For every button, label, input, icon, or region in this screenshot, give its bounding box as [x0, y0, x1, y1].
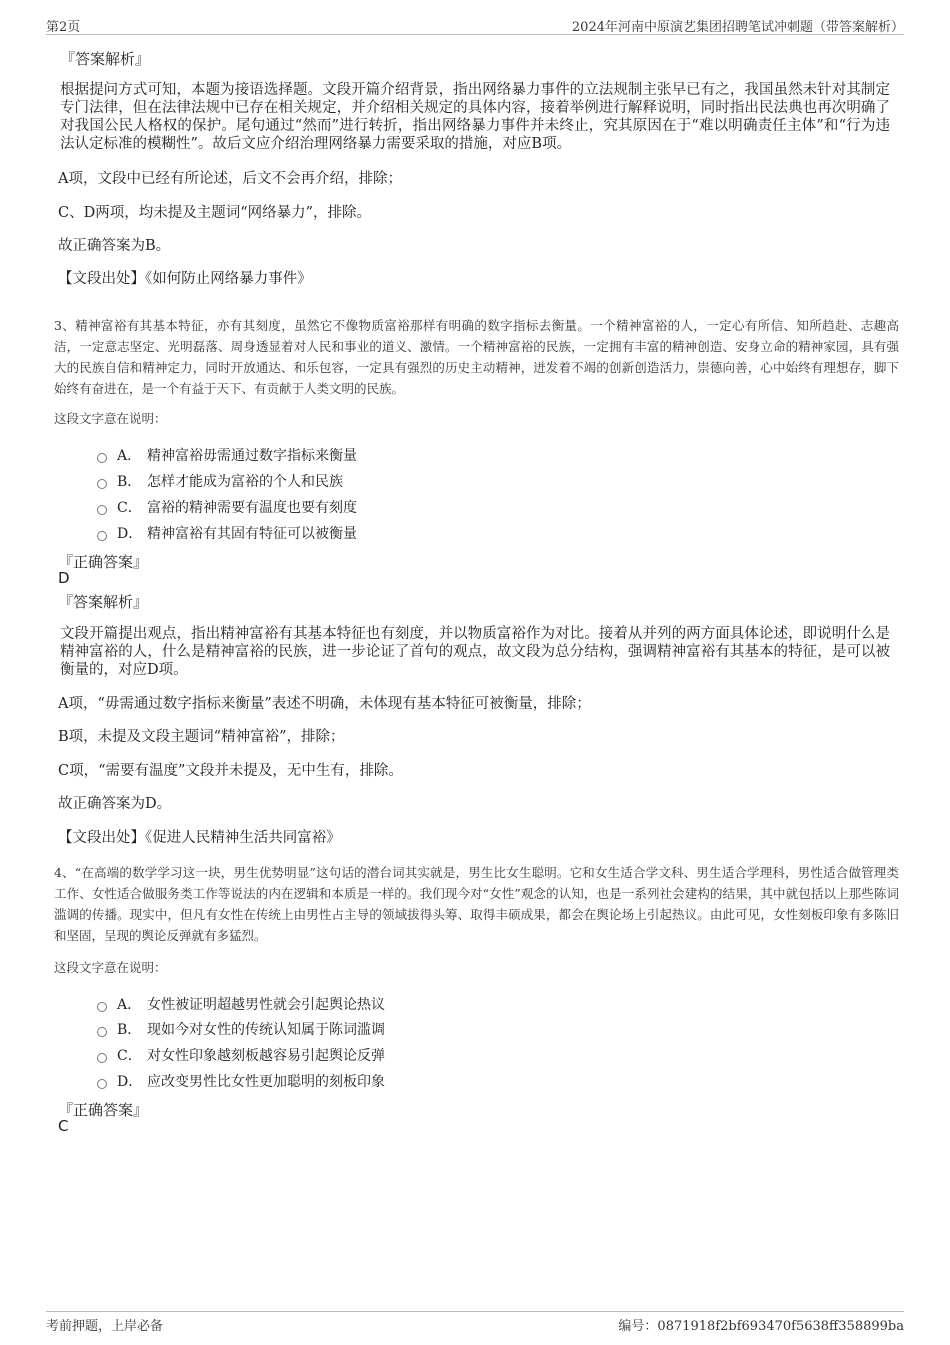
q3-note-a: A项，“毋需通过数字指标来衡量”表述不明确，未体现有基本特征可被衡量，排除； [58, 696, 591, 712]
option-letter: B． [117, 1022, 142, 1038]
footer-slogan: 考前押题，上岸必备 [46, 1319, 164, 1334]
q3-option-a[interactable] [97, 445, 357, 465]
q2-note-cd: C、D两项，均未提及主题词“网络暴力”，排除。 [58, 205, 372, 221]
option-text: 精神富裕有其固有特征可以被衡量 [147, 526, 357, 542]
option-text: 富裕的精神需要有温度也要有刻度 [147, 500, 357, 516]
q3-analysis: 文段开篇提出观点，指出精神富裕有其基本特征也有刻度，并以物质富裕作为对比。接着从并列的两方面具体论述，即说明什么是精神富裕的人，什么是精神富裕的民族，进一步论证了首句的观点，故文段为总分结构，强调精神富裕有其基本的特征，是可以被衡量的，对应D项。 [60, 626, 890, 678]
q3-note-c: C项，“需要有温度”文段并未提及，无中生有，排除。 [58, 763, 403, 779]
q4-option-b[interactable] [97, 1019, 385, 1039]
q3-option-c[interactable] [97, 497, 357, 517]
radio-icon[interactable] [97, 1002, 107, 1012]
radio-icon[interactable] [97, 1079, 107, 1089]
q3-conclusion: 故正确答案为D。 [58, 796, 172, 812]
q3-note-b: B项，未提及文段主题词“精神富裕”，排除； [58, 729, 345, 745]
q2-analysis-label: 『答案解析』 [60, 50, 151, 68]
option-letter: A． [117, 448, 142, 464]
radio-icon[interactable] [97, 505, 107, 515]
q4-option-c[interactable] [97, 1045, 385, 1065]
q3-prompt: 这段文字意在说明： [54, 411, 167, 426]
q2-source: 【文段出处】《如何防止网络暴力事件》 [58, 271, 312, 287]
option-letter: A． [117, 997, 142, 1013]
q3-answer-label: 『正确答案』 [58, 553, 149, 571]
q4-question: 4、“在高端的数学学习这一块，男生优势明显”这句话的潜台词其实就是，男生比女生聪明。它和女生适合学文科、男生适合学理科，男性适合做管理类工作、女性适合做服务类工作等说法的内在逻辑和本质是一样的。我们现今对“女性”观念的认知，也是一系列社会建构的结果，其中就包括以上那些陈词滥调的传播。现实中，但凡有女性在传统上由男性占主导的领域拔得头筹、取得丰硕成果，都会在舆论场上引起热议。由此可见，女性刻板印象有多陈旧和坚固，呈现的舆论反弹就有多猛烈。 [54, 865, 899, 943]
option-text: 应改变男性比女性更加聪明的刻板印象 [147, 1074, 385, 1090]
option-text: 对女性印象越刻板越容易引起舆论反弹 [147, 1048, 385, 1064]
option-text: 精神富裕毋需通过数字指标来衡量 [147, 448, 357, 464]
page-number: 第2页 [46, 20, 81, 35]
option-letter: C． [117, 500, 142, 516]
q4-prompt: 这段文字意在说明： [54, 960, 167, 975]
q3-option-d[interactable] [97, 523, 357, 543]
radio-icon[interactable] [97, 1053, 107, 1063]
q3-source: 【文段出处】《促进人民精神生活共同富裕》 [58, 830, 341, 846]
q4-answer-label: 『正确答案』 [58, 1101, 149, 1119]
option-letter: C． [117, 1048, 142, 1064]
q2-analysis: 根据提问方式可知，本题为接语选择题。文段开篇介绍背景，指出网络暴力事件的立法规制主张早已有之，我国虽然未针对其制定专门法律，但在法律法规中已存在相关规定，并介绍相关规定的具体内容，接着举例进行解释说明，同时指出民法典也再次明确了对我国公民人格权的保护。尾句通过“然而”进行转折，指出网络暴力事件并未终止，究其原因在于“难以明确责任主体”和“行为违法认定标准的模糊性”。故后文应介绍治理网络暴力需要采取的措施，对应B项。 [60, 82, 890, 152]
page-header [46, 14, 904, 35]
q2-conclusion: 故正确答案为B。 [58, 238, 171, 254]
q3-analysis-label: 『答案解析』 [58, 593, 149, 611]
radio-icon[interactable] [97, 479, 107, 489]
radio-icon[interactable] [97, 531, 107, 541]
q3-answer: D [58, 569, 70, 587]
radio-icon[interactable] [97, 453, 107, 463]
option-letter: D． [117, 526, 143, 542]
q4-answer: C [58, 1117, 69, 1135]
option-text: 怎样才能成为富裕的个人和民族 [147, 474, 343, 490]
q4-option-d[interactable] [97, 1071, 385, 1091]
option-letter: D． [117, 1074, 143, 1090]
option-text: 现如今对女性的传统认知属于陈词滥调 [147, 1022, 385, 1038]
q2-note-a: A项，文段中已经有所论述，后文不会再介绍，排除； [58, 171, 402, 187]
option-letter: B． [117, 474, 142, 490]
document-code: 编号：0871918f2bf693470f5638ff358899ba [618, 1319, 904, 1334]
radio-icon[interactable] [97, 1027, 107, 1037]
page-footer [46, 1311, 904, 1334]
q3-question: 3、精神富裕有其基本特征，亦有其刻度，虽然它不像物质富裕那样有明确的数字指标去衡量。一个精神富裕的人，一定心有所信、知所趋赴、志趣高洁，一定意志坚定、光明磊落、周身透显着对人民和事业的道义、激情。一个精神富裕的民族，一定拥有丰富的精神创造、安身立命的精神家园，具有强大的民族自信和精神定力，同时开放通达、和乐包容，一定具有强烈的历史主动精神，迸发着不竭的创新创造活力，崇德向善，心中始终有理想存，脚下始终有奋进在，是一个有益于天下、有贡献于人类文明的民族。 [54, 318, 899, 396]
document-title: 2024年河南中原演艺集团招聘笔试冲刺题（带答案解析） [571, 20, 904, 35]
option-text: 女性被证明超越男性就会引起舆论热议 [147, 997, 385, 1013]
q3-option-b[interactable] [97, 471, 343, 491]
q4-option-a[interactable] [97, 994, 385, 1014]
